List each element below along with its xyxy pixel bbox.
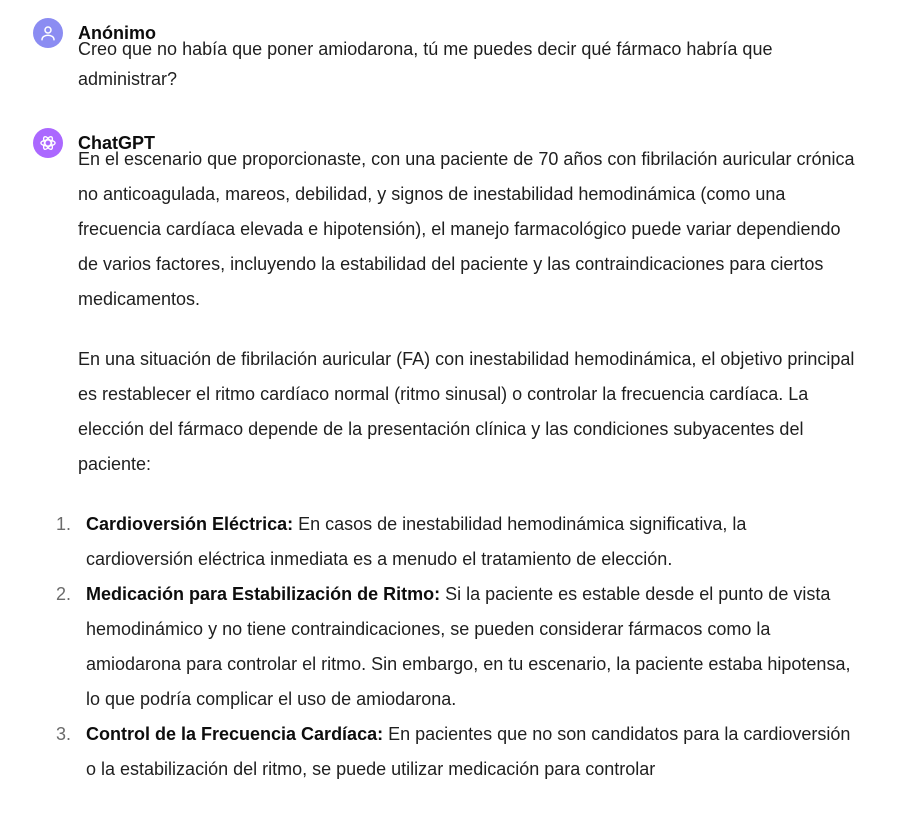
user-icon (39, 24, 57, 42)
assistant-numbered-list (56, 507, 858, 787)
list-item-text: En pacientes que no son candidatos para la cardioversión o la estabilización del ritmo, se puede utilizar medicación para controlar (86, 724, 851, 779)
list-item (56, 717, 858, 787)
list-item (56, 507, 858, 577)
list-item-number: 2. (56, 584, 72, 604)
list-item-title: Medicación para Estabilización de Ritmo: (86, 584, 441, 604)
assistant-message (33, 128, 893, 828)
user-message (33, 18, 893, 108)
openai-logo-icon (38, 133, 58, 153)
assistant-message-body (56, 142, 858, 787)
list-item-title: Control de la Frecuencia Cardíaca: (86, 724, 384, 744)
assistant-paragraph: En una situación de fibrilación auricular (FA) con inestabilidad hemodinámica, el objetivo principal es restablecer el ritmo cardíaco normal (ritmo sinusal) o controlar la frecuencia cardíaca. La elección del fármaco depende de la presentación clínica y las condiciones subyacentes del paciente: (78, 349, 855, 474)
user-message-text: Creo que no había que poner amiodarona, tú me puedes decir qué fármaco habría que administrar? (78, 39, 773, 89)
list-item-number: 1. (56, 514, 72, 534)
list-item (56, 577, 858, 717)
list-item-title: Cardioversión Eléctrica: (86, 514, 294, 534)
user-author-name: Anónimo (78, 23, 156, 43)
list-item-text: Si la paciente es estable desde el punto de vista hemodinámico y no tiene contraindicaciones, se pueden considerar fármacos como la amiodarona para controlar el ritmo. Sin embargo, en tu escenario, la paciente estaba hipotensa, lo que podría complicar el uso de amiodarona. (86, 584, 851, 709)
assistant-paragraph: En el escenario que proporcionaste, con una paciente de 70 años con fibrilación auricular crónica no anticoagulada, mareos, debilidad, y signos de inestabilidad hemodinámica (como una frecuencia cardíaca elevada e hipotensión), el manejo farmacológico puede variar dependiendo de varios factores, incluyendo la estabilidad del paciente y las contraindicaciones para ciertos medicamentos. (78, 149, 855, 309)
assistant-avatar (33, 128, 63, 158)
list-item-text: En casos de inestabilidad hemodinámica significativa, la cardioversión eléctrica inmediata es a menudo el tratamiento de elección. (86, 514, 747, 569)
list-item-number: 3. (56, 724, 72, 744)
assistant-author-name: ChatGPT (78, 133, 156, 153)
user-avatar (33, 18, 63, 48)
